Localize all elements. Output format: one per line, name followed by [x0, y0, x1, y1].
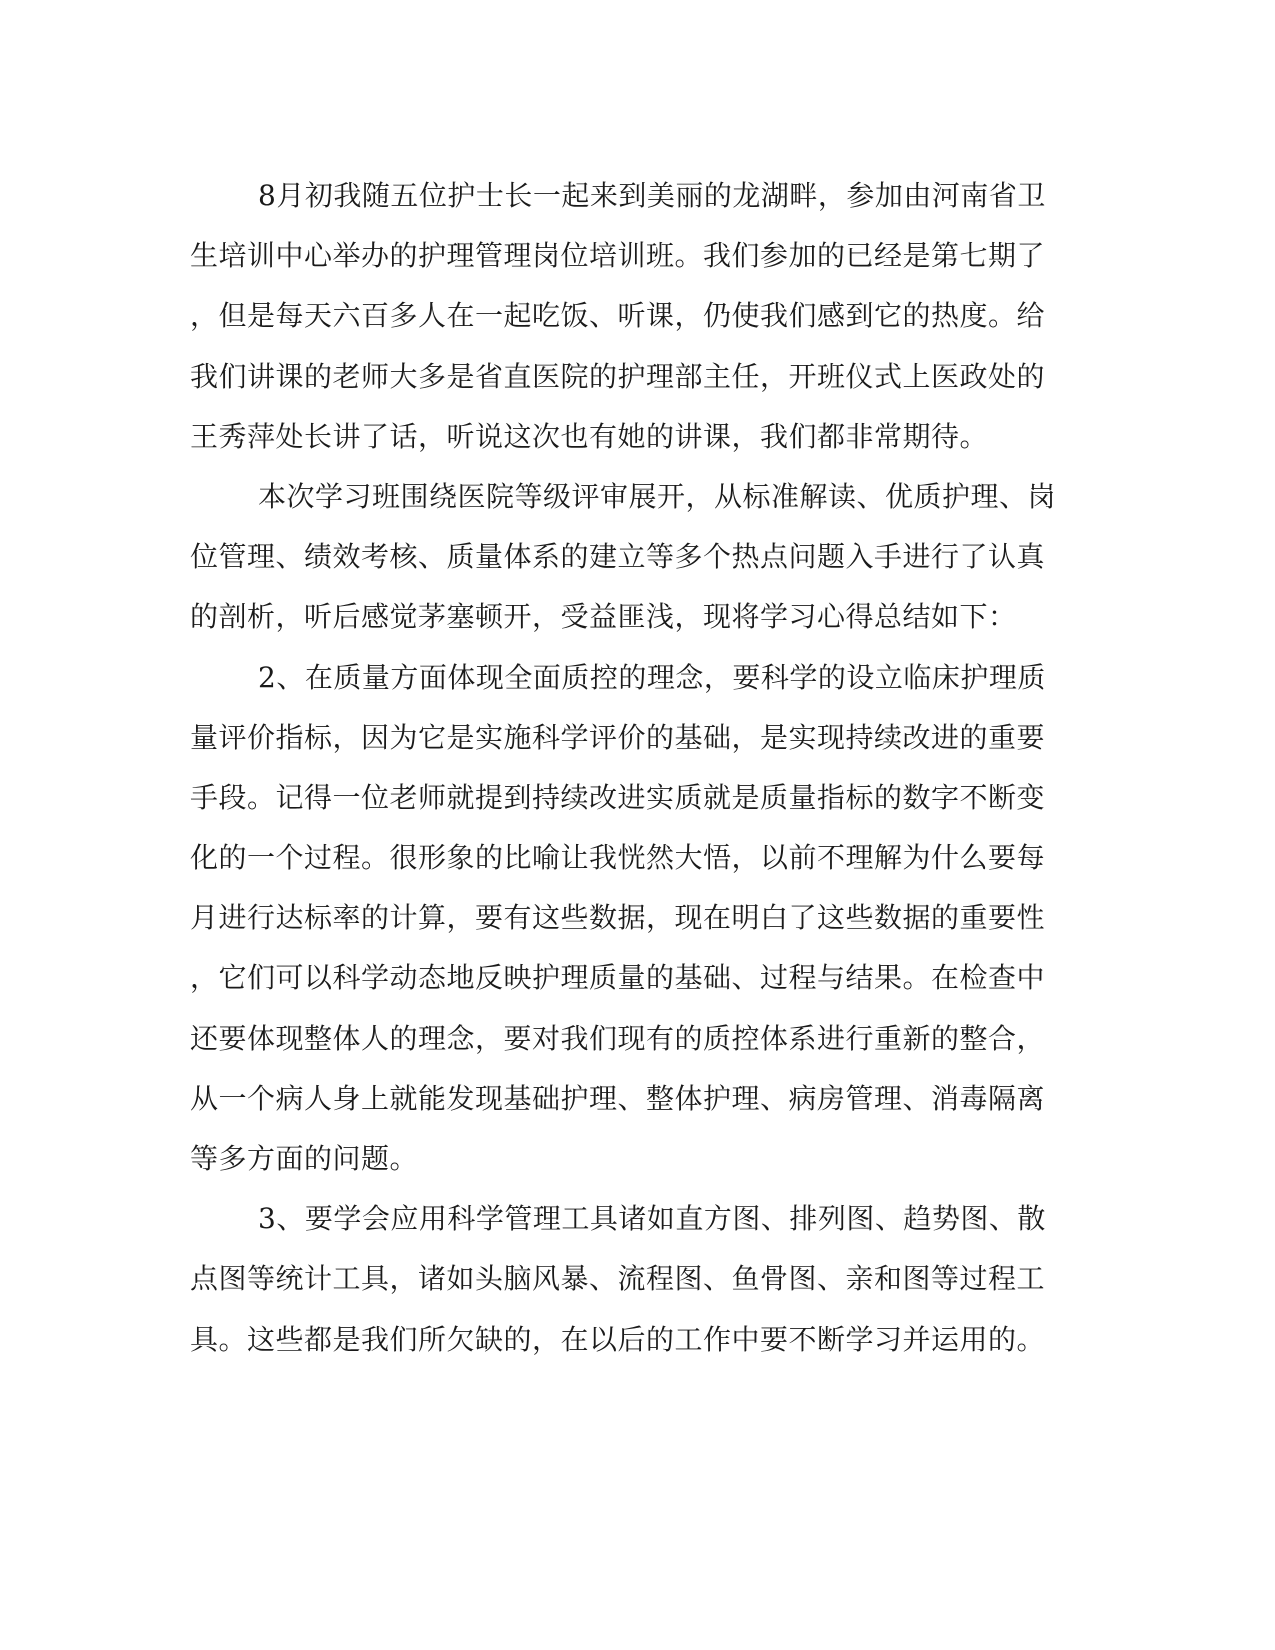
text-line: 3、要学会应用科学管理工具诸如直方图、排列图、趋势图、散: [258, 1202, 1046, 1236]
text-line: 王秀萍处长讲了话，听说这次也有她的讲课，我们都非常期待。: [190, 419, 989, 453]
text-line: 的剖析，听后感觉茅塞顿开，受益匪浅，现将学习心得总结如下：: [190, 600, 1017, 634]
text-line: 月进行达标率的计算，要有这些数据，现在明白了这些数据的重要性: [190, 901, 1046, 935]
text-line: 点图等统计工具，诸如头脑风暴、流程图、鱼骨图、亲和图等过程工: [190, 1262, 1046, 1296]
text-line: 等多方面的问题。: [190, 1142, 419, 1175]
text-line: 我们讲课的老师大多是省直医院的护理部主任，开班仪式上医政处的: [190, 359, 1046, 393]
text-line: 2、在质量方面体现全面质控的理念，要科学的设立临床护理质: [258, 660, 1046, 694]
text-line: 量评价指标，因为它是实施科学评价的基础，是实现持续改进的重要: [190, 720, 1046, 754]
text-line: 从一个病人身上就能发现基础护理、整体护理、病房管理、消毒隔离: [190, 1081, 1046, 1115]
text-line: 化的一个过程。很形象的比喻让我恍然大悟，以前不理解为什么要每: [190, 841, 1046, 875]
text-line: ，它们可以科学动态地反映护理质量的基础、过程与结果。在检查中: [190, 961, 1046, 995]
text-line: ，但是每天六百多人在一起吃饭、听课，仍使我们感到它的热度。给: [190, 299, 1046, 333]
paragraph-intro: [190, 166, 1070, 467]
paragraph-point-3: [190, 1189, 1070, 1370]
paragraph-overview: [190, 467, 1070, 648]
text-line: 8月初我随五位护士长一起来到美丽的龙湖畔，参加由河南省卫: [258, 179, 1046, 212]
text-line: 位管理、绩效考核、质量体系的建立等多个热点问题入手进行了认真: [190, 540, 1046, 574]
text-line: 生培训中心举办的护理管理岗位培训班。我们参加的已经是第七期了: [190, 239, 1046, 273]
text-line: 还要体现整体人的理念，要对我们现有的质控体系进行重新的整合，: [190, 1021, 1046, 1055]
text-line: 具。这些都是我们所欠缺的，在以后的工作中要不断学习并运用的。: [190, 1322, 1046, 1356]
text-line: 手段。记得一位老师就提到持续改进实质就是质量指标的数字不断变: [190, 780, 1046, 814]
paragraph-point-2: [190, 648, 1070, 1190]
text-line: 本次学习班围绕医院等级评审展开，从标准解读、优质护理、岗: [258, 479, 1057, 513]
document-body: [190, 166, 1070, 1370]
